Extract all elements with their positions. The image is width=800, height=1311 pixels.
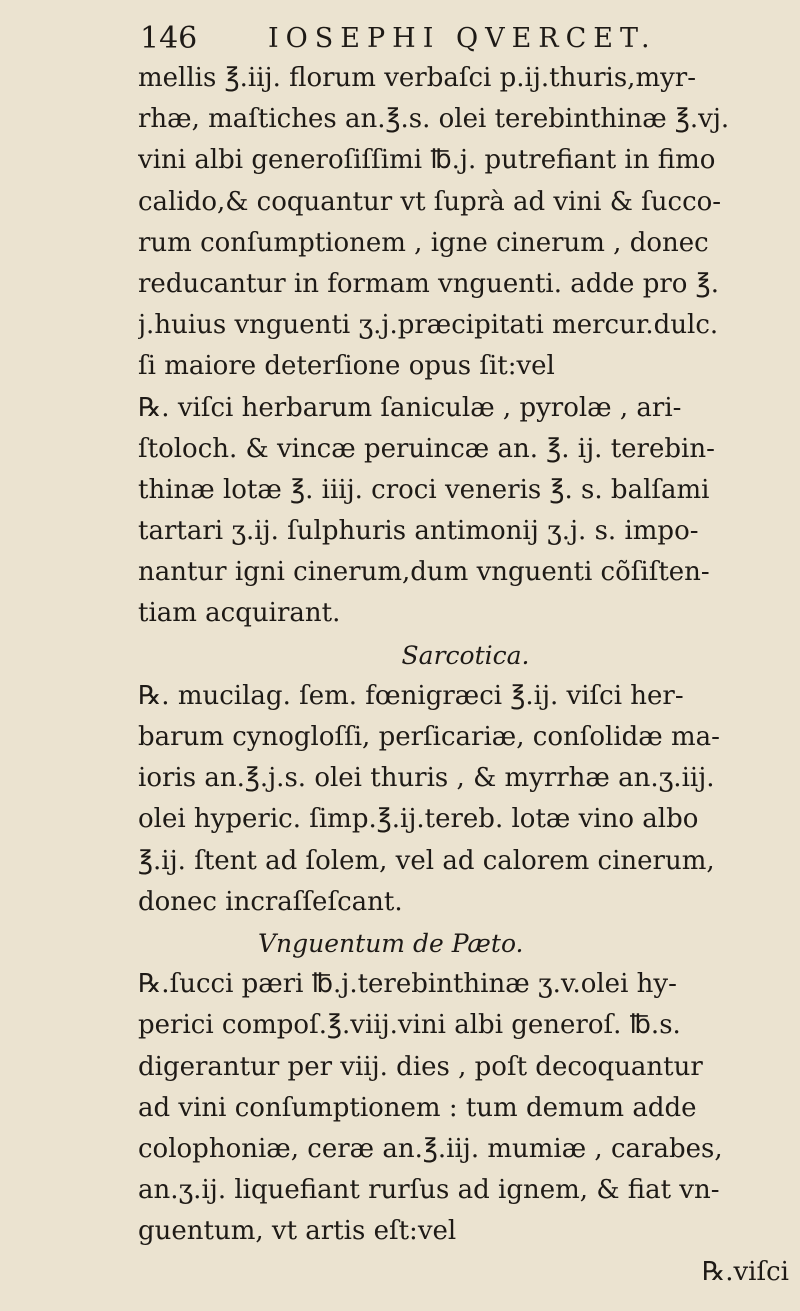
text-line: rum conſumptionem , igne cinerum , donec xyxy=(138,227,709,258)
text-line: ad vini conſumptionem : tum demum adde xyxy=(138,1092,697,1123)
text-line: ℞. viſci herbarum ſaniculæ , pyrolæ , ari- xyxy=(138,392,682,423)
text-line: mellis ℥.iij. florum verbaſci p.ij.thuris,myr- xyxy=(138,63,696,93)
text-line: donec incraſſeſcant. xyxy=(138,886,403,917)
text-line: vini albi generoſiſſimi ℔.j. putrefiant in fimo xyxy=(138,145,716,176)
page-number: 146 xyxy=(140,21,198,56)
text-line: j.huius vnguenti ʒ.j.præcipitati mercur.dulc. xyxy=(138,310,719,341)
section-heading: Sarcotica. xyxy=(401,640,530,670)
text-line: tiam acquirant. xyxy=(138,598,341,629)
text-line: an.ʒ.ij. liquefiant rurſus ad ignem, & fiat vn- xyxy=(138,1175,720,1206)
text-line: ℞.ſucci pæri ℔.j.terebinthinæ ʒ.v.olei hy- xyxy=(138,969,677,1000)
text-line: ℞. mucilag. ſem. fœnigræci ℥.ij. viſci her- xyxy=(138,680,684,711)
text-line: guentum, vt artis eſt:vel xyxy=(138,1216,457,1247)
section-heading: Vnguentum de Pæto. xyxy=(258,928,524,958)
text-line: thinæ lotæ ℥. iiij. croci veneris ℥. s. balſami xyxy=(138,474,710,505)
text-line: ſtoloch. & vincæ peruincæ an. ℥. ij. terebin- xyxy=(138,433,715,464)
text-line: ſi maiore deterſione opus ſit:vel xyxy=(138,351,555,382)
running-head: IOSEPHI QVERCET. xyxy=(268,23,657,54)
catchword: ℞.viſci xyxy=(701,1257,789,1288)
text-line: ioris an.℥.j.s. olei thuris , & myrrhæ an.ʒ.iij. xyxy=(138,763,715,794)
text-line: perici compoſ.℥.viij.vini albi generoſ. ℔.s. xyxy=(138,1010,681,1041)
body-text xyxy=(138,58,793,1294)
text-line: colophoniæ, ceræ an.℥.iij. mumiæ , carabes, xyxy=(138,1133,723,1164)
text-line: reducantur in formam vnguenti. adde pro ℥. xyxy=(138,268,719,299)
text-line: ℥.ij. ſtent ad ſolem, vel ad calorem cinerum, xyxy=(138,845,715,876)
page-header xyxy=(140,18,780,60)
text-line: digerantur per viij. dies , poſt decoquantur xyxy=(138,1051,703,1082)
text-line: barum cynogloſſi, perſicariæ, conſolidæ ma- xyxy=(138,722,720,752)
text-line: nantur igni cinerum,dum vnguenti cõſiſten- xyxy=(138,557,710,588)
text-line: rhæ, maſtiches an.℥.s. olei terebinthinæ ℥.vj. xyxy=(138,104,730,135)
text-line: tartari ʒ.ij. ſulphuris antimonij ʒ.j. s. impo- xyxy=(138,516,699,547)
text-line: olei hyperic. ſimp.℥.ij.tereb. lotæ vino albo xyxy=(138,804,699,835)
text-line: calido,& coquantur vt ſuprà ad vini & ſucco- xyxy=(138,186,722,217)
